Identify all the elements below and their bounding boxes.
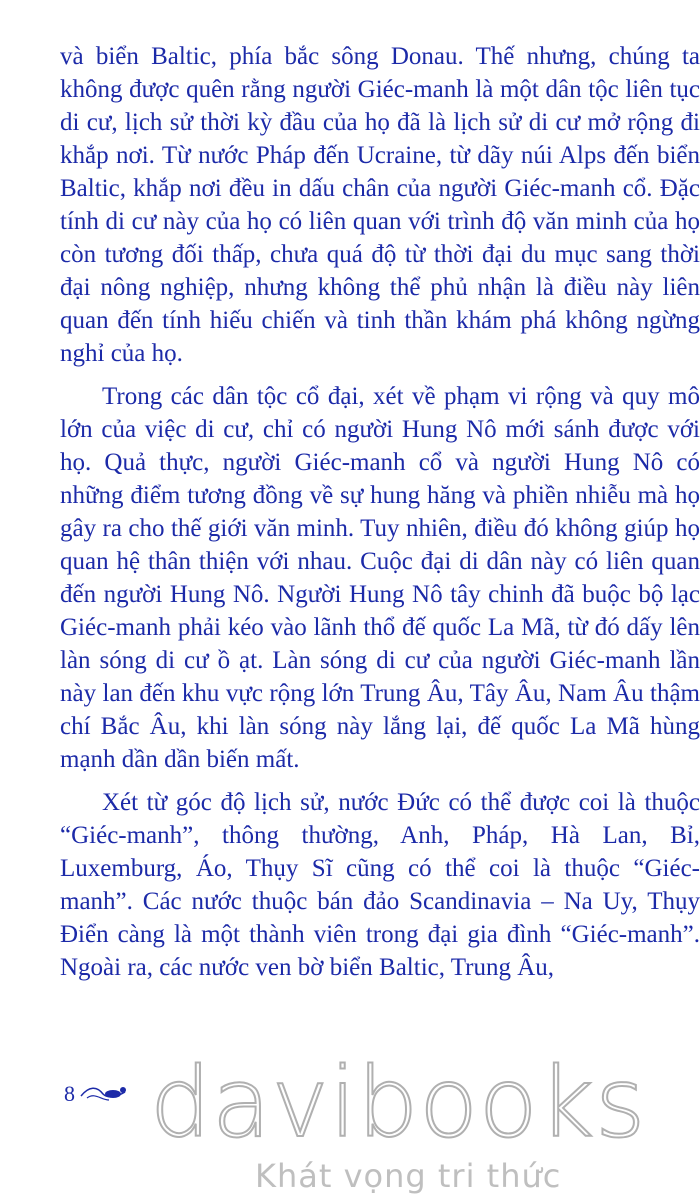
watermark-brand: davibooks (150, 1047, 647, 1159)
page-body (60, 40, 700, 984)
watermark-slogan: Khát vọng tri thức (255, 1157, 562, 1195)
paragraph-1: và biển Baltic, phía bắc sông Donau. Thế nhưng, chúng ta không được quên rằng người Giéc-manh là một dân tộc liên tục di cư, lịch sử thời kỳ đầu của họ đã là lịch sử di cư mở rộng đi khắp nơi. Từ nước Pháp đến Ucraine, từ dãy núi Alps đến biển Baltic, khắp nơi đều in dấu chân của người Giéc-manh cổ. Đặc tính di cư này của họ có liên quan với trình độ văn minh của họ còn tương đối thấp, chưa quá độ từ thời đại du mục sang thời đại nông nghiệp, nhưng không thể phủ nhận là điều này liên quan đến tính hiếu chiến và tinh thần khám phá không ngừng nghỉ của họ. (60, 43, 700, 367)
page-number: 8 (64, 1081, 75, 1106)
page-footer (64, 1080, 129, 1108)
paragraph-2: Trong các dân tộc cổ đại, xét về phạm vi rộng và quy mô lớn của việc di cư, chỉ có người Hung Nô mới sánh được với họ. Quả thực, người Giéc-manh cổ và người Hung Nô có những điểm tương đồng về sự hung hăng và phiền nhiễu mà họ gây ra cho thế giới văn minh. Tuy nhiên, điều đó không giúp họ quan hệ thân thiện với nhau. Cuộc đại di dân này có liên quan đến người Hung Nô. Người Hung Nô tây chinh đã buộc bộ lạc Giéc-manh phải kéo vào lãnh thổ đế quốc La Mã, từ đó dấy lên làn sóng di cư ồ ạt. Làn sóng di cư của người Giéc-manh lần này lan đến khu vực rộng lớn Trung Âu, Tây Âu, Nam Âu thậm chí Bắc Âu, khi làn sóng này lắng lại, đế quốc La Mã hùng mạnh dần dần biến mất. (60, 383, 700, 773)
paragraph-3: Xét từ góc độ lịch sử, nước Đức có thể được coi là thuộc “Giéc-manh”, thông thường, Anh, Pháp, Hà Lan, Bỉ, Luxemburg, Áo, Thụy Sĩ cũng có thể coi là thuộc “Giéc-manh”. Các nước thuộc bán đảo Scandinavia – Na Uy, Thụy Điển càng là một thành viên trong đại gia đình “Giéc-manh”. Ngoài ra, các nước ven bờ biển Baltic, Trung Âu, (60, 789, 700, 981)
publisher-watermark (150, 1047, 700, 1195)
swimming-figure-icon (79, 1080, 129, 1108)
